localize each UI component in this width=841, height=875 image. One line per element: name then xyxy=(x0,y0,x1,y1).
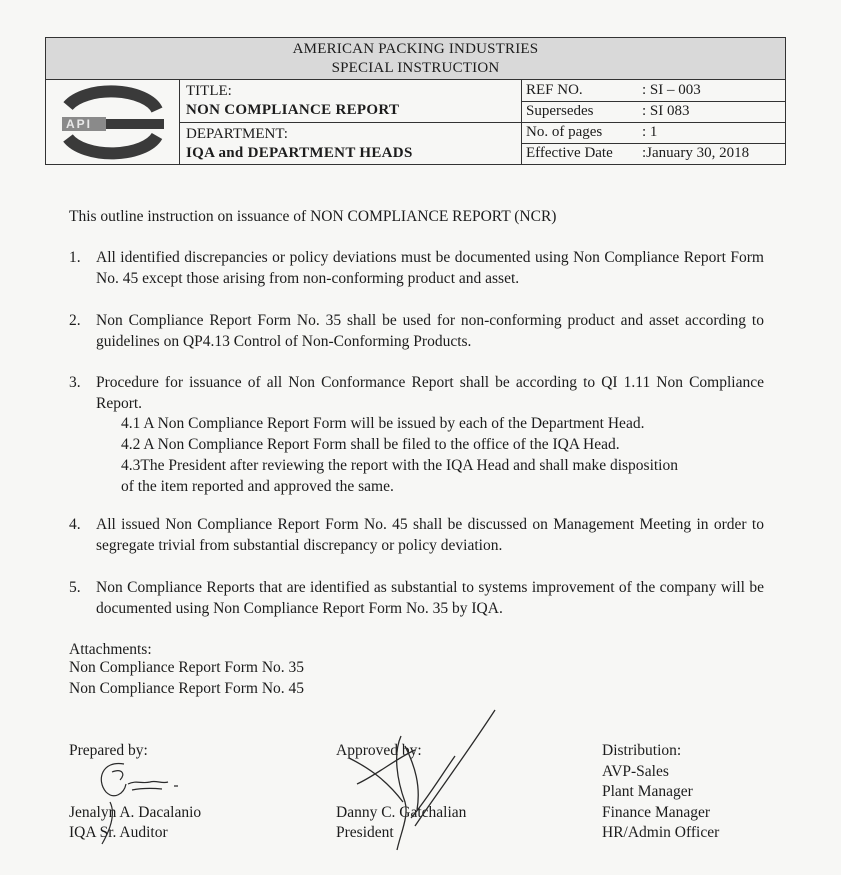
title-value: NON COMPLIANCE REPORT xyxy=(186,102,400,118)
supersedes-value: : SI 083 xyxy=(642,103,690,119)
approved-by-label: Approved by: xyxy=(336,742,422,759)
item-text: Non Compliance Report Form No. 35 shall be used for non-conforming product and asset according to guidelines on QP4.13 Control of Non-Conforming Products. xyxy=(96,312,764,350)
item-number: 1. xyxy=(69,249,81,266)
approved-by-title: President xyxy=(336,824,394,841)
ref-no-row xyxy=(522,80,785,102)
subitem-continuation: of the item reported and approved the same. xyxy=(121,478,394,495)
item-number: 4. xyxy=(69,516,81,533)
prepared-by-signature xyxy=(92,758,202,848)
approved-by-name: Danny C. Gatchalian xyxy=(336,804,467,821)
ref-no-label: REF NO. xyxy=(526,82,583,98)
item-text: Procedure for issuance of all Non Conformance Report shall be according to QI 1.11 Non Compliance Report. xyxy=(96,374,764,412)
header-banner xyxy=(46,38,785,80)
distribution-item: AVP-Sales xyxy=(602,763,669,780)
attachments-label: Attachments: xyxy=(69,641,152,658)
company-logo xyxy=(46,80,179,164)
list-item xyxy=(69,247,764,289)
logo-text: API xyxy=(66,117,93,131)
item-text: Non Compliance Reports that are identified as substantial to systems improvement of the company will be documented using Non Compliance Report Form No. 35 by IQA. xyxy=(96,579,764,617)
distribution-item: Plant Manager xyxy=(602,783,693,800)
prepared-by-title: IQA Sr. Auditor xyxy=(69,824,168,841)
subitem: 4.3The President after reviewing the report with the IQA Head and shall make disposition xyxy=(121,457,678,474)
title-row xyxy=(180,80,521,122)
ref-no-value: : SI – 003 xyxy=(642,82,701,98)
effective-date-row xyxy=(522,143,785,164)
approved-by-signature xyxy=(345,706,505,856)
attachment-item: Non Compliance Report Form No. 45 xyxy=(69,680,305,697)
supersedes-row xyxy=(522,101,785,123)
list-item xyxy=(69,372,764,414)
department-label: DEPARTMENT: xyxy=(186,126,288,142)
document-type: SPECIAL INSTRUCTION xyxy=(331,60,500,76)
department-value: IQA and DEPARTMENT HEADS xyxy=(186,145,413,161)
title-cell xyxy=(180,80,522,164)
department-row xyxy=(180,122,521,165)
item-text: All issued Non Compliance Report Form No. 45 shall be discussed on Management Meeting in order to segregate trivial from substantial discrepancy or policy deviation. xyxy=(96,516,764,554)
prepared-by-name: Jenalyn A. Dacalanio xyxy=(69,804,202,821)
pages-value: : 1 xyxy=(642,124,658,140)
document-header-table xyxy=(45,37,786,165)
effective-date-value: :January 30, 2018 xyxy=(642,145,750,161)
list-item xyxy=(69,514,764,556)
item-text: All identified discrepancies or policy deviations must be documented using Non Compliance Report Form No. 45 except those arising from non-conforming product and asset. xyxy=(96,249,764,287)
intro-paragraph: This outline instruction on issuance of NON COMPLIANCE REPORT (NCR) xyxy=(69,208,557,225)
pages-row xyxy=(522,122,785,144)
list-item xyxy=(69,577,764,619)
list-item xyxy=(69,310,764,352)
item-number: 3. xyxy=(69,374,81,391)
distribution-label: Distribution: xyxy=(602,742,682,759)
logo-cell xyxy=(46,80,180,164)
item-number: 2. xyxy=(69,312,81,329)
attachment-item: Non Compliance Report Form No. 35 xyxy=(69,659,305,676)
title-label: TITLE: xyxy=(186,83,232,99)
pages-label: No. of pages xyxy=(526,124,603,140)
subitem: 4.1 A Non Compliance Report Form will be issued by each of the Department Head. xyxy=(121,415,645,432)
reference-cell xyxy=(522,80,785,164)
distribution-item: HR/Admin Officer xyxy=(602,824,720,841)
company-name: AMERICAN PACKING INDUSTRIES xyxy=(292,41,539,57)
item-number: 5. xyxy=(69,579,81,596)
distribution-item: Finance Manager xyxy=(602,804,711,821)
prepared-by-label: Prepared by: xyxy=(69,742,148,759)
subitem: 4.2 A Non Compliance Report Form shall be filed to the office of the IQA Head. xyxy=(121,436,620,453)
supersedes-label: Supersedes xyxy=(526,103,594,119)
effective-date-label: Effective Date xyxy=(526,145,613,161)
